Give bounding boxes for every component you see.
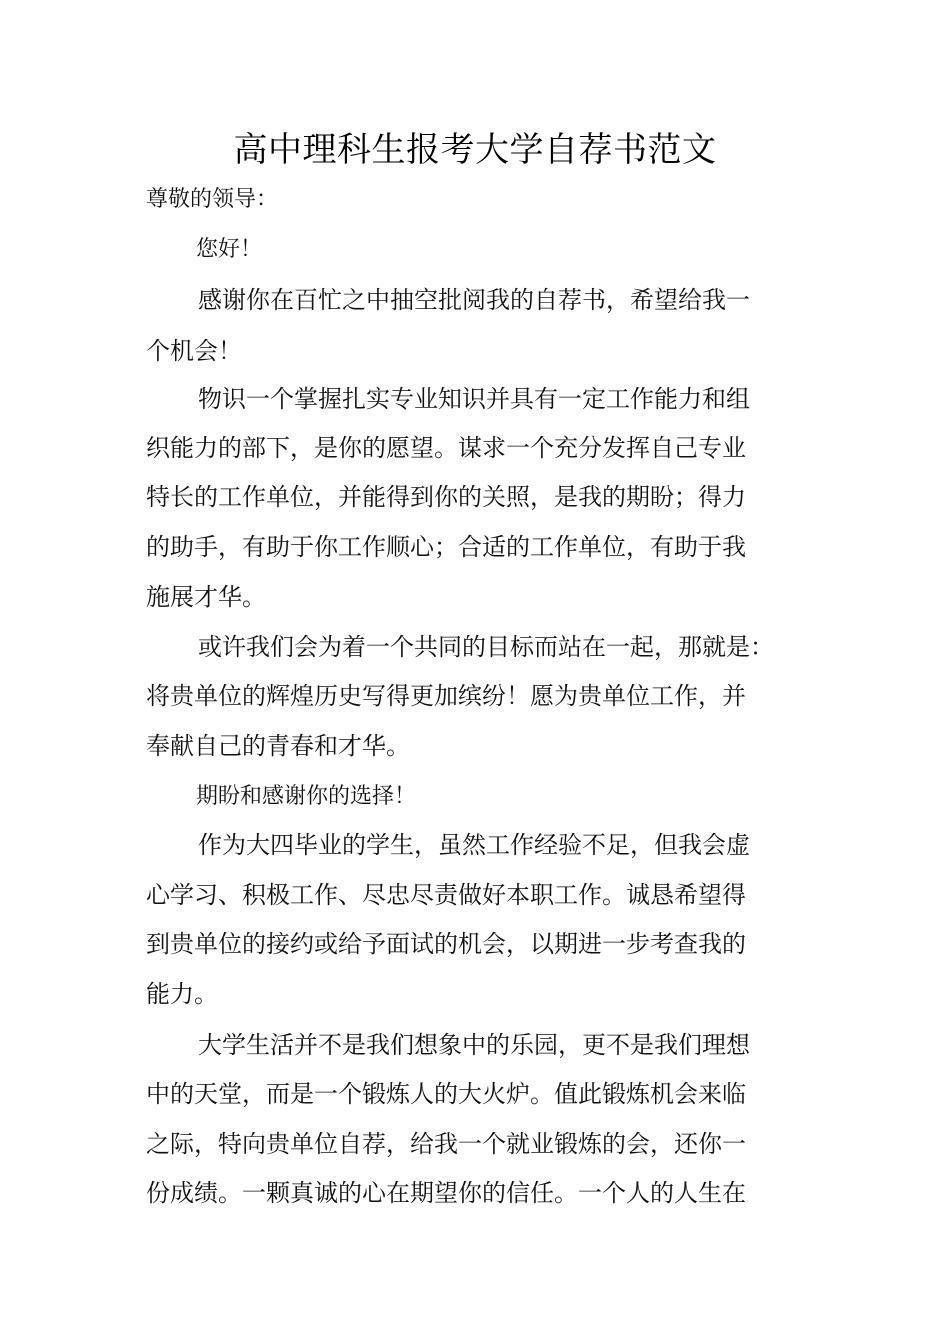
paragraph-line: 施展才华。 bbox=[146, 583, 266, 611]
paragraph-line: 奉献自己的青春和才华。 bbox=[146, 732, 410, 760]
greeting-line: 您好！ bbox=[196, 237, 263, 262]
salutation-line: 尊敬的领导： bbox=[146, 187, 279, 212]
paragraph-line: 心学习、积极工作、尽忠尽责做好本职工作。诚恳希望得 bbox=[146, 881, 746, 909]
paragraph-line: 的助手，有助于你工作顺心；合适的工作单位，有助于我 bbox=[146, 533, 746, 561]
paragraph-line: 作为大四毕业的学生，虽然工作经验不足，但我会虚 bbox=[198, 831, 750, 859]
paragraph-line: 物识一个掌握扎实专业知识并具有一定工作能力和组 bbox=[198, 385, 750, 413]
document-title: 高中理科生报考大学自荐书范文 bbox=[233, 130, 717, 170]
paragraph-line: 份成绩。一颗真诚的心在期望你的信任。一个人的人生在 bbox=[146, 1179, 746, 1207]
paragraph-line: 能力。 bbox=[146, 980, 218, 1008]
paragraph-line: 织能力的部下，是你的愿望。谋求一个充分发挥自己专业 bbox=[146, 434, 746, 462]
paragraph-line: 大学生活并不是我们想象中的乐园，更不是我们理想 bbox=[198, 1031, 750, 1059]
paragraph-line: 期盼和感谢你的选择！ bbox=[196, 784, 417, 809]
paragraph-line: 到贵单位的接约或给予面试的机会，以期进一步考查我的 bbox=[146, 930, 746, 958]
paragraph-line: 感谢你在百忙之中抽空批阅我的自荐书，希望给我一 bbox=[198, 286, 750, 314]
paragraph-line: 或许我们会为着一个共同的目标而站在一起，那就是： bbox=[198, 633, 774, 661]
paragraph-line: 中的天堂，而是一个锻炼人的大火炉。值此锻炼机会来临 bbox=[146, 1080, 746, 1108]
paragraph-line: 特长的工作单位，并能得到你的关照，是我的期盼；得力 bbox=[146, 483, 746, 511]
paragraph-line: 个机会！ bbox=[146, 337, 242, 365]
paragraph-line: 之际，特向贵单位自荐，给我一个就业锻炼的会，还你一 bbox=[146, 1130, 746, 1158]
paragraph-line: 将贵单位的辉煌历史写得更加缤纷！愿为贵单位工作，并 bbox=[146, 682, 746, 710]
